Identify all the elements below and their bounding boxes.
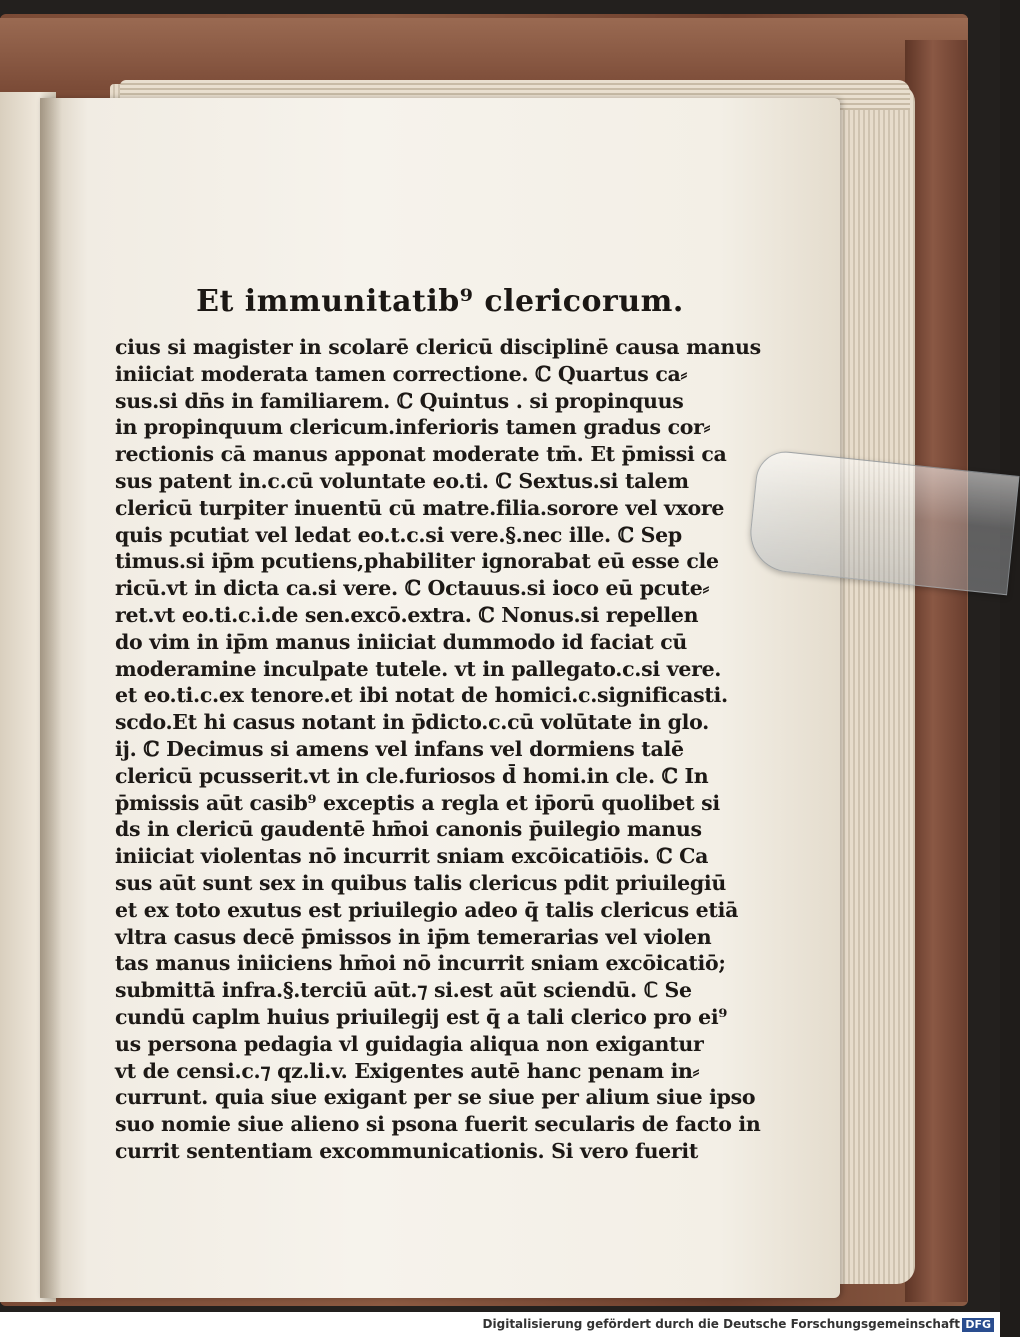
text-line: tas manus iniiciens hm̄oi nō incurrit sniam excōicatiō; — [115, 951, 726, 976]
footer-bar — [0, 1312, 1000, 1337]
running-header: Et immunitatib⁹ clericorum. — [196, 284, 684, 319]
text-line: clericū pcusserit.vt in cle.furiosos d̄ homi.in cle. ℂ In — [115, 763, 709, 788]
text-line: et eo.ti.c.ex tenore.et ibi notat de homici.c.significasti. — [115, 683, 728, 708]
text-line: ret.vt eo.ti.c.i.de sen.excō.extra. ℂ Nonus.si repellen — [115, 602, 699, 627]
text-line: ij. ℂ Decimus si amens vel infans vel dormiens talē — [115, 736, 684, 761]
text-line: ricū.vt in dicta ca.si vere. ℂ Octauus.si ioco eū pcute⸗ — [115, 576, 709, 601]
text-line: submittā infra.§.terciū aūt.⁊ si.est aūt sciendū. ℂ Se — [115, 978, 692, 1003]
text-line: quis pcutiat vel ledat eo.t.c.si vere.§.nec ille. ℂ Sep — [115, 522, 682, 547]
text-line: scdo.Et hi casus notant in p̄dicto.c.cū volūtate in glo. — [115, 710, 710, 735]
text-line: sus patent in.c.cū voluntate eo.ti. ℂ Sextus.si talem — [115, 468, 689, 493]
page-gutter-shadow — [40, 98, 62, 1298]
text-line: ds in clericū gaudentē hm̄oi canonis p̄uilegio manus — [115, 817, 702, 842]
text-line: iniiciat violentas nō incurrit sniam excōicatiōis. ℂ Ca — [115, 844, 709, 869]
footer-credit: Digitalisierung gefördert durch die Deutsche Forschungsgemeinschaft — [482, 1317, 960, 1331]
text-line: p̄missis aūt casib⁹ exceptis a regla et ip̄orū quolibet si — [115, 790, 720, 815]
text-line: currunt. quia siue exigant per se siue per alium siue ipso — [115, 1085, 756, 1110]
text-line: sus.si dn̄s in familiarem. ℂ Quintus . si propinquus — [115, 388, 684, 413]
text-line: iniiciat moderata tamen correctione. ℂ Quartus ca⸗ — [115, 361, 688, 386]
text-line: currit sententiam excommunicationis. Si vero fuerit — [115, 1138, 699, 1163]
text-line: suo nomie siue alieno si psona fuerit secularis de facto in — [115, 1112, 761, 1137]
text-line: in propinquum clericum.inferioris tamen gradus cor⸗ — [115, 415, 711, 440]
text-line: clericū turpiter inuentū cū matre.filia.sorore vel vxore — [115, 495, 725, 520]
text-line: rectionis cā manus apponat moderate tm̄. Et p̄missi ca — [115, 442, 727, 467]
text-line: sus aūt sunt sex in quibus talis clericus pdit priuilegiū — [115, 870, 726, 895]
text-line: vt de censi.c.⁊ qz.li.v. Exigentes autē hanc penam in⸗ — [115, 1058, 700, 1083]
text-line: moderamine inculpate tutele. vt in pallegato.c.si vere. — [115, 656, 722, 681]
text-line: us persona pedagia vl guidagia aliqua non exigantur — [115, 1031, 704, 1056]
text-block — [115, 334, 761, 1165]
text-line: do vim in ip̄m manus iniiciat dummodo id faciat cū — [115, 629, 687, 654]
dfg-logo: DFG — [962, 1318, 994, 1332]
text-line: et ex toto exutus est priuilegio adeo q̄ talis clericus etiā — [115, 897, 739, 922]
text-line: cius si magister in scolarē clericū disciplinē causa manus — [115, 335, 761, 359]
recto-page — [40, 98, 840, 1298]
text-line: timus.si ip̄m pcutiens,phabiliter ignorabat eū esse cle — [115, 549, 719, 574]
text-line: cundū caplm huius priuilegij est q̄ a tali clerico pro ei⁹ — [115, 1004, 728, 1029]
text-line: vltra casus decē p̄missos in ip̄m temerarias vel violen — [115, 924, 712, 949]
